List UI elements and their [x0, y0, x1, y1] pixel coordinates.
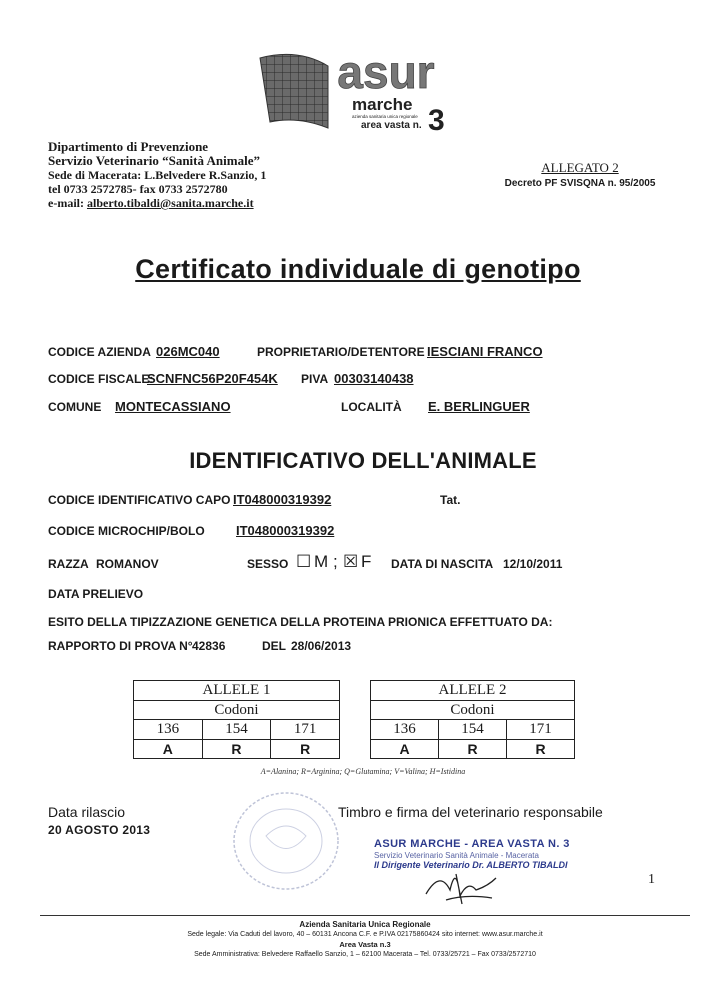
dept-email-row	[48, 196, 266, 210]
sex-f-checkbox[interactable]: ☒	[343, 552, 359, 571]
sex-m-checkbox[interactable]: ☐	[296, 552, 312, 571]
microchip-value: IT048000319392	[236, 523, 335, 538]
codice-azienda-value: 026MC040	[156, 344, 220, 359]
amino-acid-cell: A	[371, 740, 439, 759]
signature-icon	[416, 860, 506, 906]
dept-email-link[interactable]: alberto.tibaldi@sanita.marche.it	[86, 196, 254, 210]
codice-capo-label: CODICE IDENTIFICATIVO CAPO	[48, 493, 231, 507]
data-rilascio-label: Data rilascio	[48, 804, 126, 820]
amino-acid-cell: R	[439, 740, 507, 759]
del-value: 28/06/2013	[291, 639, 352, 653]
piva-value: 00303140438	[334, 371, 414, 386]
data-rilascio-value: 20 AGOSTO 2013	[48, 823, 151, 837]
data-nascita-label: DATA DI NASCITA	[391, 557, 494, 571]
footer-divider	[40, 915, 690, 916]
sesso-label: SESSO	[247, 557, 289, 571]
asur-logo	[258, 48, 458, 140]
comune-label: COMUNE	[48, 400, 102, 414]
dept-line4: tel 0733 2572785- fax 0733 2572780	[48, 182, 228, 196]
footer-line1: Azienda Sanitaria Unica Regionale	[299, 920, 431, 929]
allele-title: ALLELE 1	[134, 681, 340, 701]
footer-line3: Area Vasta n.3	[339, 940, 391, 949]
razza-label: RAZZA	[48, 557, 89, 571]
section-subtitle: IDENTIFICATIVO DELL'ANIMALE	[189, 448, 537, 473]
sex-f-label: F	[361, 552, 372, 571]
department-block	[48, 140, 266, 210]
dept-email-label: e-mail:	[48, 196, 87, 210]
proprietario-label: PROPRIETARIO/DETENTORE	[257, 345, 425, 359]
footer-line2: Sede legale: Via Caduti del lavoro, 40 – 60131 Ancona C.F. e P.IVA 02175860424 sito internet: www.asur.marche.it	[187, 931, 543, 938]
logo-tagline: azienda sanitaria unica regionale	[352, 114, 418, 119]
timbro-firma-label: Timbro e firma del veterinario responsabile	[338, 804, 603, 820]
localita-value: E. BERLINGUER	[428, 399, 530, 414]
codice-fiscale-value: SCNFNC56P20F454K	[147, 371, 278, 386]
codon-cell: 136	[134, 720, 203, 740]
allele-title: ALLELE 2	[371, 681, 575, 701]
allegato-decree: Decreto PF SVISQNA n. 95/2005	[504, 178, 656, 189]
rapporto-value: 42836	[192, 639, 226, 653]
data-prelievo-label: DATA PRELIEVO	[48, 587, 144, 601]
proprietario-value: IESCIANI FRANCO	[427, 344, 543, 359]
amino-acid-cell: R	[202, 740, 271, 759]
allegato-block	[500, 160, 660, 191]
stamp-line1: ASUR MARCHE - AREA VASTA N. 3	[374, 838, 570, 850]
sex-separator: ;	[333, 552, 338, 571]
allele-subtitle: Codoni	[371, 701, 575, 720]
codon-cell: 171	[507, 720, 575, 740]
rapporto-label: RAPPORTO DI PROVA N°	[48, 639, 193, 653]
codon-cell: 136	[371, 720, 439, 740]
dept-line3: Sede di Macerata: L.Belvedere R.Sanzio, 1	[48, 168, 267, 182]
logo-region: marche	[352, 95, 413, 114]
footer	[40, 920, 690, 960]
codon-cell: 154	[202, 720, 271, 740]
page-title: Certificato individuale di genotipo	[135, 254, 581, 284]
comune-value: MONTECASSIANO	[115, 399, 231, 414]
official-round-stamp-icon	[226, 786, 346, 896]
footer-line4: Sede Amministrativa: Belvedere Raffaello Sanzio, 1 – 62100 Macerata – Tel. 0733/25721 – Fax 0733/2572710	[194, 951, 536, 958]
allegato-title: ALLEGATO 2	[541, 160, 619, 175]
dept-line2: Servizio Veterinario “Sanità Animale”	[48, 153, 260, 168]
localita-label: LOCALITÀ	[341, 400, 402, 414]
logo-brand: asur	[337, 48, 435, 98]
amino-acid-cell: R	[271, 740, 340, 759]
microchip-label: CODICE MICROCHIP/BOLO	[48, 524, 205, 538]
sex-m-label: M	[314, 552, 329, 571]
del-label: DEL	[262, 639, 286, 653]
allele-1-table	[133, 680, 340, 759]
codon-cell: 171	[271, 720, 340, 740]
page-number: 1	[648, 872, 655, 887]
esito-label: ESITO DELLA TIPIZZAZIONE GENETICA DELLA PROTEINA PRIONICA EFFETTUATO DA:	[48, 615, 553, 629]
allele-2-table	[370, 680, 575, 759]
stamp-line2: Servizio Veterinario Sanità Animale - Macerata	[374, 851, 539, 860]
codice-capo-value: IT048000319392	[233, 492, 332, 507]
data-nascita-value: 12/10/2011	[503, 557, 563, 571]
razza-value: ROMANOV	[96, 557, 159, 571]
amino-acid-cell: R	[507, 740, 575, 759]
codice-azienda-label: CODICE AZIENDA	[48, 345, 151, 359]
codon-cell: 154	[439, 720, 507, 740]
amino-acid-cell: A	[134, 740, 203, 759]
tat-label: Tat.	[440, 493, 461, 507]
allele-subtitle: Codoni	[134, 701, 340, 720]
logo-area: area vasta n.	[361, 120, 422, 131]
dept-line1: Dipartimento di Prevenzione	[48, 139, 209, 154]
logo-area-number: 3	[428, 104, 445, 137]
stamp-line3: Il Dirigente Veterinario Dr. ALBERTO TIBALDI	[374, 860, 568, 870]
piva-label: PIVA	[301, 372, 329, 386]
codice-fiscale-label: CODICE FISCALE:	[48, 372, 154, 386]
amino-acid-legend: A=Alanina; R=Arginina; Q=Glutamina; V=Valina; H=Istidina	[260, 767, 466, 776]
